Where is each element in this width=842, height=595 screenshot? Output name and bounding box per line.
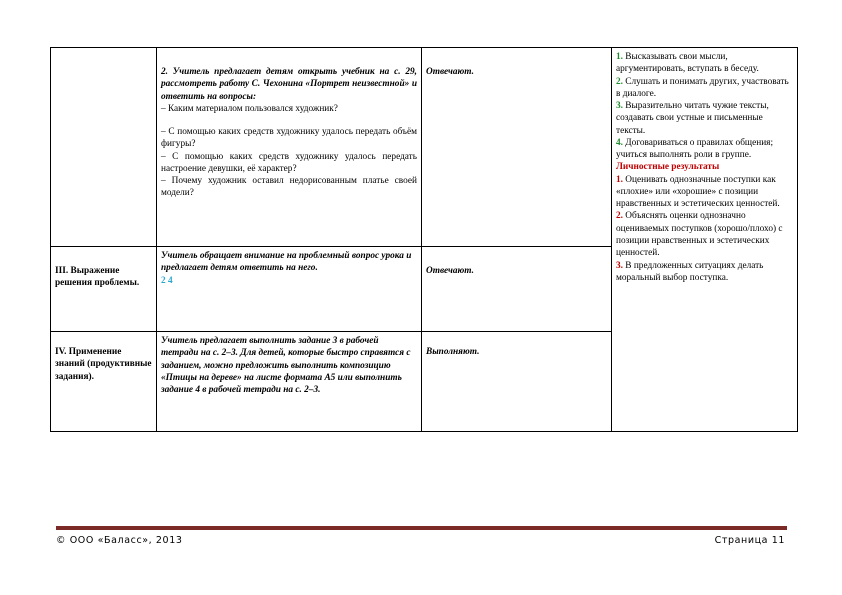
result-text: В предложенных ситуациях делать моральный выбор поступка. bbox=[616, 260, 764, 283]
personal-results-heading: Личностные результаты bbox=[616, 162, 720, 173]
result-number: 2. bbox=[616, 76, 623, 87]
intro-text: Учитель предлагает детям открыть учебник на с. 29, рассмотреть работу С. Чехонина «Портрет неизвестной» и ответить на вопросы: bbox=[161, 67, 417, 102]
question-item: – С помощью каких средств художнику удалось передать объём фигуры? bbox=[161, 127, 417, 150]
student-activity-cell bbox=[422, 247, 612, 332]
stage-cell bbox=[51, 247, 157, 332]
question-item: – С помощью каких средств художнику удалось передать настроение девушки, её характер? bbox=[161, 151, 417, 174]
result-number: 1. bbox=[616, 174, 623, 185]
student-activity: Выполняют. bbox=[426, 347, 480, 357]
result-text: Договариваться о правилах общения; учиться выполнять роли в группе. bbox=[616, 137, 774, 161]
spacer bbox=[161, 115, 417, 126]
teacher-activity-extra: 2 4 bbox=[161, 275, 173, 286]
student-activity-cell bbox=[422, 48, 612, 247]
teacher-activity-cell bbox=[157, 48, 422, 247]
result-text: Оценивать однозначные поступки как «плохие» или «хорошие» с позиции нравственных и эстетических ценностей. bbox=[616, 174, 780, 210]
result-text: Слушать и понимать других, участвовать в диалоге. bbox=[616, 76, 789, 99]
result-item bbox=[616, 100, 793, 137]
teacher-activity-cell bbox=[157, 247, 422, 332]
result-item bbox=[616, 174, 793, 211]
result-number: 2. bbox=[616, 211, 623, 222]
stage-label: III. Выражение решения проблемы. bbox=[55, 266, 140, 289]
stage-cell bbox=[51, 48, 157, 247]
result-item bbox=[616, 51, 793, 76]
result-item bbox=[616, 210, 793, 259]
student-activity: Отвечают. bbox=[426, 67, 474, 77]
result-number: 4. bbox=[616, 137, 623, 148]
result-item bbox=[616, 260, 793, 285]
result-item bbox=[616, 137, 793, 162]
result-text: Объяснять оценки однозначно оцениваемых поступков (хорошо/плохо) с позиции нравственных и эстетических ценностей. bbox=[616, 211, 783, 259]
teacher-activity: Учитель обращает внимание на проблемный вопрос урока и предлагает детям ответить на него. bbox=[161, 251, 412, 274]
lesson-plan-table bbox=[50, 47, 798, 432]
table-row bbox=[51, 48, 798, 247]
result-text: Выразительно читать чужие тексты, создавать свои устные и письменные тексты. bbox=[616, 101, 769, 136]
result-text: Высказывать свои мысли, аргументировать, вступать в беседу. bbox=[616, 52, 759, 75]
intro-number: 2. bbox=[161, 67, 168, 77]
result-number: 3. bbox=[616, 101, 623, 112]
footer-divider bbox=[56, 526, 787, 530]
footer-page-number: Страница 11 bbox=[714, 535, 785, 546]
student-activity: Отвечают. bbox=[426, 266, 474, 276]
stage-cell bbox=[51, 332, 157, 432]
results-cell bbox=[612, 48, 798, 432]
result-number: 3. bbox=[616, 260, 623, 271]
result-item bbox=[616, 76, 793, 101]
teacher-activity: Учитель предлагает выполнить задание 3 в рабочей тетради на с. 2–3. Для детей, которые быстро справятся с заданием, можно предложить выполнить композицию «Птицы на дереве» на листе формата А5 или выполнить задание 4 в рабочей тетради на с. 2–3. bbox=[161, 336, 411, 396]
stage-label: IV. Применение знаний (продуктивные задания). bbox=[55, 347, 152, 382]
question-item: – Каким материалом пользовался художник? bbox=[161, 103, 338, 114]
teacher-intro bbox=[161, 66, 417, 103]
question-item: – Почему художник оставил недорисованным платье своей модели? bbox=[161, 176, 417, 199]
student-activity-cell bbox=[422, 332, 612, 432]
result-number: 1. bbox=[616, 52, 623, 62]
teacher-activity-cell bbox=[157, 332, 422, 432]
footer-copyright: © ООО «Баласс», 2013 bbox=[56, 535, 183, 546]
